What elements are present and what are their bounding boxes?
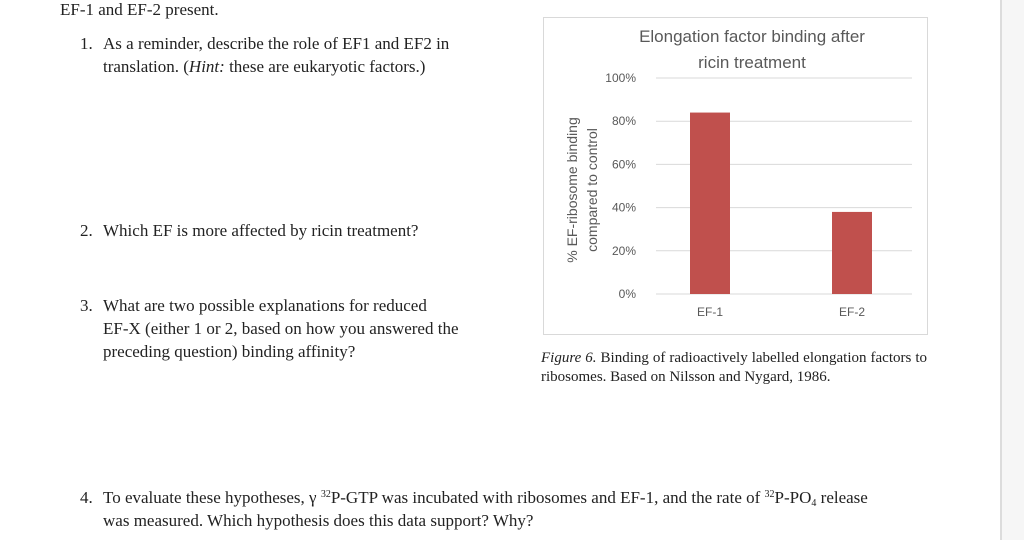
question-text: What are two possible explanations for reduced EF-X (either 1 or 2, based on how you answered the preceding question) binding affinity? <box>103 296 459 361</box>
y-tick-label: 40% <box>611 200 636 215</box>
y-tick-label: 60% <box>611 157 636 172</box>
bar-ef-2 <box>832 212 872 294</box>
y-tick-label: 80% <box>611 114 636 129</box>
x-tick-label: EF-1 <box>696 305 724 319</box>
question-4 <box>80 486 960 532</box>
figure-caption <box>541 349 927 387</box>
figure-label: Figure 6. <box>541 350 597 366</box>
question-text: As a reminder, describe the role of EF1 and EF2 in translation. (Hint: these are eukaryotic factors.) <box>103 34 450 76</box>
question-number: 2. <box>80 221 93 240</box>
question-number: 1. <box>80 34 93 53</box>
question-1 <box>80 32 520 78</box>
chart-frame <box>543 17 928 335</box>
y-axis-label-line1: % EF-ribosome binding <box>564 117 580 263</box>
y-tick-label: 100% <box>605 71 636 85</box>
y-axis-label-line2: compared to control <box>584 128 600 252</box>
question-text: To evaluate these hypotheses, γ $^{32}$P-GTP was incubated with ribosomes and EF-1, and the rate of $^{32}P-PO_4$ release was measured. Which hypothesis does this data support? Why? <box>103 488 868 530</box>
question-number: 4. <box>80 488 93 507</box>
x-tick-label: EF-2 <box>838 305 866 319</box>
chart-title-line1: Elongation factor binding after <box>639 27 865 46</box>
page-margin <box>1002 0 1024 540</box>
intro-line: EF-1 and EF-2 present. <box>60 0 219 19</box>
y-tick-label: 0% <box>618 287 636 301</box>
bar-chart <box>544 18 927 334</box>
hint-label: Hint: <box>188 57 225 76</box>
question-text: Which EF is more affected by ricin treatment? <box>103 221 419 240</box>
question-number: 3. <box>80 296 93 315</box>
bar-ef-1 <box>690 113 730 294</box>
y-tick-label: 20% <box>611 243 636 258</box>
question-2 <box>80 219 520 242</box>
question-3 <box>80 294 520 363</box>
chart-title-line2: ricin treatment <box>698 53 806 72</box>
figure-caption-text: Binding of radioactively labelled elongation factors to ribosomes. Based on Nilsson and Nygard, 1986. <box>541 350 927 385</box>
